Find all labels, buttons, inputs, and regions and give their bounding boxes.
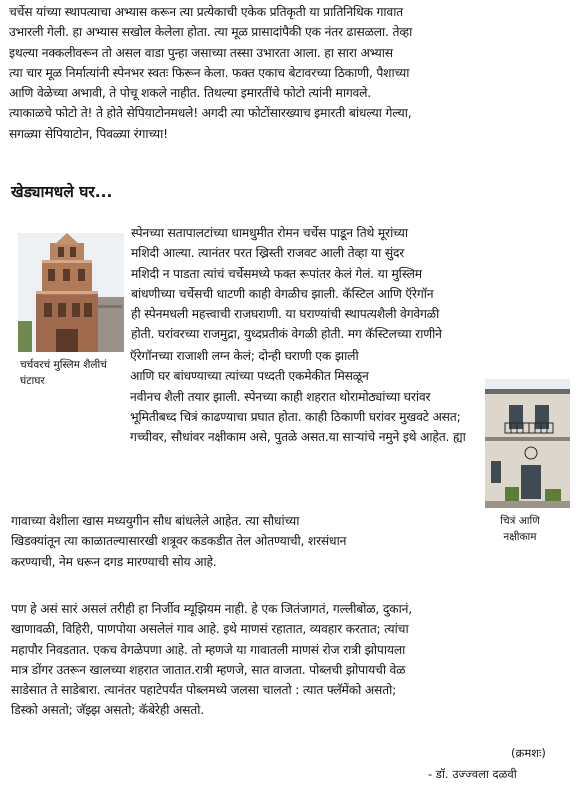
text-line: ही स्पेनमधली महत्त्वाची राजघराणी. या घराण्यांची स्थापत्यशैली वेगवेगळी [131,307,440,322]
bell-tower-illustration [18,233,124,352]
section-heading: खेड्यामधले घर... [11,183,113,201]
paragraph-three [130,346,482,447]
text-line: स्पेनच्या सतापालटांच्या धामधुमीत रोमन चर्चेस पाडून तिथे मूरांच्या [131,226,408,240]
decorated-house-caption [485,513,555,545]
text-line: बांधणीच्या चर्चेसची धाटणी काही वेगळीच झाली. कॅस्टिल आणि ऍरेगॉन [131,286,434,301]
text-line: नवीनच शैली तयार झाली. स्पेनच्या काही शहरात थोरामोठ्यांच्या घरांवर [130,389,431,404]
text-line: गावाच्या वेशीला खास मध्ययुगीन सौध बांधलेले आहेत. त्या सौधांच्या [11,514,300,528]
text-line: भूमितीबध्द चित्रं काढण्याचा प्रघात होता. काही ठिकाणी घरांवर मुखवटे असत; [130,409,461,424]
text-line: चर्चेस यांच्या स्थापत्याचा अभ्यास करून त्या प्रत्येकाची एकेक प्रतिकृती या प्रातिनिधिक गावात [9,5,403,19]
caption-line: चर्चवरचं मुस्लिम शैलीचं [20,359,107,371]
caption-line: घंटाघर [20,375,45,387]
paragraph-two [131,223,563,345]
text-line: करण्याची, नेम धरून दगड मारण्याची सोय आहे. [11,554,217,569]
caption-line: नक्षीकाम [503,531,537,543]
author-signature: - डॉ. उज्ज्वला दळवी [428,767,517,781]
decorated-house-photo [485,379,570,508]
text-line: मशिदी न पाडता त्यांचं चर्चेसमध्ये फक्त रूपांतर केलं गेलं. या मुस्लिम [131,266,422,281]
text-line: गच्चीवर, सौधांवर नक्षीकाम असे, पुतळे असत.या साऱ्यांचे नमुने इथे आहेत. ह्या [130,430,466,445]
text-line: मात्र डोंगर उतरून खालच्या शहरात जातात.रात्री म्हणजे, सात वाजता. पोब्लची झोपायची वेळ [11,662,406,677]
continued-label: (क्रमशः) [511,746,546,760]
bell-tower-caption [20,357,107,389]
text-line: त्या चार मूळ निर्मात्यांनी स्पेनभर स्वतः फिरून केला. फक्त एकाच बेटावरच्या ठिकाणी, पैशाच्या [9,65,410,80]
bell-tower-photo [18,233,124,352]
text-line: सगळ्या सेपियाटोन, पिवळ्या रंगाच्या! [9,126,168,141]
text-line: पण हे असं सारं असलं तरीही हा निर्जीव म्यूझियम नाही. हे एक जितंजागतं, गल्लीबोळ, दुकानं, [11,602,412,616]
text-line: महापौर निवडतात. एकच वेगळेपणा आहे. तो म्हणजे या गावातली माणसं रोज रात्री झोपायला [11,642,406,657]
text-line: मशिदी आल्या. त्यानंतर परत ख्रिस्ती राजवट आली तेव्हा या सुंदर [131,246,405,261]
text-line: उभारली गेली. हा अभ्यास सखोल केलेला होता. त्या मूळ प्रासादांपैकी एक नंतर ढासळला. तेव्हा [9,25,413,40]
text-line: खिडक्यांतून त्या काळातल्यासारखी शत्रूवर कडकडीत तेल ओतण्याची, शरसंधान [11,534,347,549]
caption-line: चित्रं आणि [500,515,540,527]
text-line: साडेसात ते साडेबारा. त्यानंतर पहाटेपर्यंत पोब्लमध्ये जलसा चालतो : त्यात फ्लॅमेंको असतो; [11,683,397,698]
text-line: डिस्को असतो; जॅझ्झ असतो; कॅबेरेही असतो. [11,703,204,718]
text-line: आणि घर बांधण्याच्या त्यांच्या पध्दती एकमेकीत मिसळून [130,369,369,384]
text-line: आणि वेळेच्या अभावी, ते पोचू शकले नाहीत. तिथल्या इमारतींचे फोटो त्यांनी मागवले. [9,86,372,101]
text-line: होती. घरांवरच्या राजमुद्रा, युध्दप्रतीकं वेगळी होती. मग कॅस्टिलच्या राणीने [131,327,442,342]
text-line: खाणावळी, विहिरी, पाणपोया असलेलं गाव आहे. इथे माणसं रहातात, व्यवहार करतात; त्यांचा [11,622,409,637]
paragraph-five [11,599,569,721]
decorated-house-illustration [485,379,570,508]
text-line: इथल्या नक्कलीवरून तो असल वाडा पुन्हा जसाच्या तस्सा उभारता आला. हा सारा अभ्यास [9,45,393,60]
paragraph-four [11,511,471,572]
text-line: त्याकाळचे फोटो ते! ते होते सेपियाटोनमधले! अगदी त्या फोटोंसारख्याच इमारती बांधल्या गेल्या, [9,106,412,121]
intro-paragraph [9,2,569,144]
text-line: ऍरेगॉनच्या राजाशी लग्न केलं; दोन्ही घराणी एक झाली [130,349,359,363]
